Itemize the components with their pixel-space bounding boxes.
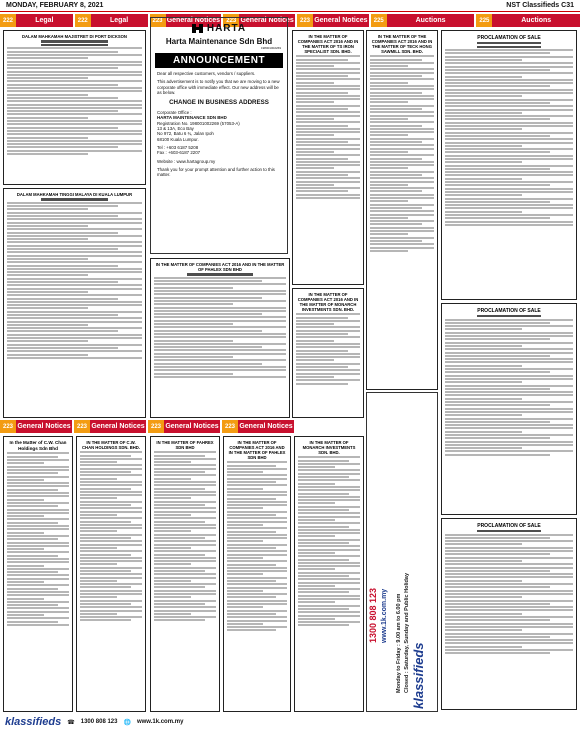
harta-company-name: Harta Maintenance Sdn Bhd xyxy=(165,37,273,46)
section-header: 223 General Notices xyxy=(74,420,146,433)
notice-pahlex-2: IN THE MATTER OF COMPANIES ACT 2016 AND IN THE MATTER OF PAHLEX SDN BHD xyxy=(223,436,291,712)
notice-ts-iron: IN THE MATTER OF COMPANIES ACT 2016 AND IN THE MATTER OF TS IRON SPECIALIST SDN. BHD. xyxy=(292,30,364,285)
footer-phone[interactable]: 1300 808 123 xyxy=(80,719,118,725)
notice-cw-chan-2: IN THE MATTER OF C.W. CHAN HOLDINGS SDN. BHD. xyxy=(76,436,146,712)
notice-cw-chan-1: In the Matter of C.W. Chan Holdings Sdn Bhd xyxy=(3,436,73,712)
footer-brand-logo: klassifieds xyxy=(5,716,62,728)
strip-web[interactable]: www.1k.com.my xyxy=(381,588,388,643)
section-header: 225 Auctions xyxy=(476,14,580,27)
court-title: DALAM MAHKAMAH MAJISTRET DI PORT DICKSON xyxy=(22,34,127,39)
legal-notice-2 xyxy=(3,188,146,418)
legal-notice-1 xyxy=(3,30,146,185)
auction-proclamation-1: PROCLAMATION OF SALE xyxy=(441,30,577,300)
notice-fahrex: IN THE MATTER OF FAHREX SDN BHD xyxy=(150,436,220,712)
notice-monarch-1: IN THE MATTER OF COMPANIES ACT 2016 AND IN THE MATTER OF MONARCH INVESTMENTS SDN. BHD. xyxy=(292,288,364,418)
harta-contact: Tel : +603 6187 5208 Fax : +603-6187 2207 xyxy=(157,144,201,156)
bottom-section-headers xyxy=(0,420,366,433)
phone-icon: ☎ xyxy=(67,719,75,726)
footer-bar xyxy=(5,715,183,729)
harta-announcement-ad xyxy=(150,17,288,254)
footer-web[interactable]: www.1k.com.my xyxy=(136,719,184,725)
section-header: 223 General Notices xyxy=(222,420,294,433)
harta-body-2: This advertisement is to notify you that we are moving to a new corporate office with immediate effect. Our new address will be as below. xyxy=(157,79,280,95)
section-header: 223 General Notices xyxy=(297,14,369,27)
page-date: MONDAY, FEBRUARY 8, 2021 xyxy=(6,2,104,9)
auction-proclamation-2: PROCLAMATION OF SALE xyxy=(441,303,577,515)
auction-proclamation-3: PROCLAMATION OF SALE xyxy=(441,518,577,710)
harta-body-1: Dear all respective customers, vendors / suppliers. xyxy=(157,71,256,76)
section-header: 223 General Notices xyxy=(150,14,222,27)
harta-closing: Thank you for your prompt attention and further action to this matter. xyxy=(157,166,275,178)
harta-registration: 198001002269 xyxy=(260,46,281,50)
top-section-headers xyxy=(0,14,580,27)
strip-phone[interactable]: 1300 808 123 xyxy=(368,587,378,643)
page-header xyxy=(0,0,580,12)
court-title: DALAM MAHKAMAH TINGGI MALAYA DI KUALA LUMPUR xyxy=(16,192,133,197)
harta-logo-icon xyxy=(192,24,203,33)
section-header: 222 Legal xyxy=(0,14,73,27)
harta-website: Website : www.hartagroup.my xyxy=(157,158,216,164)
harta-heading: CHANGE IN BUSINESS ADDRESS xyxy=(169,99,269,107)
page-section: NST Classifieds C31 xyxy=(506,2,574,9)
notice-monarch-2: IN THE MATTER OF MONARCH INVESTMENTS SDN. BHD. xyxy=(294,436,364,712)
strip-hours: Monday to Friday : 9.00 am to 6.00 pm xyxy=(396,593,402,693)
klassifieds-contact-strip xyxy=(366,392,438,712)
section-header: 223 General Notices xyxy=(223,14,295,27)
section-header: 223 General Notices xyxy=(0,420,72,433)
globe-icon: 🌐 xyxy=(123,719,131,726)
harta-address: Corporate Office : HARTA MAINTENANCE SDN BHD Registration No. 198001002269 (57053-A) 13 & 13A, Eco Bay No 972, Batu 6 ¾, Jalan Ipoh 68100 Kuala Lumpur. xyxy=(157,110,240,142)
notice-pahlex: IN THE MATTER OF COMPANIES ACT 2016 AND IN THE MATTER OF PAHLEX SDN BHD xyxy=(150,258,290,418)
strip-closed: Closed : Saturday, Sunday and Public Holiday xyxy=(404,572,410,693)
section-header: 225 Auctions xyxy=(371,14,475,27)
section-header: 223 General Notices xyxy=(148,420,220,433)
harta-logo: HARTA xyxy=(157,23,281,34)
announcement-banner: ANNOUNCEMENT xyxy=(155,53,283,68)
strip-brand-logo: klassifieds xyxy=(411,642,426,709)
section-header: 222 Legal xyxy=(75,14,148,27)
notice-teck-hong: IN THE MATTER OF THE COMPANIES ACT 2016 AND IN THE MATTER OF TECK HONG SAWMILL SDN. BHD. xyxy=(366,30,438,390)
